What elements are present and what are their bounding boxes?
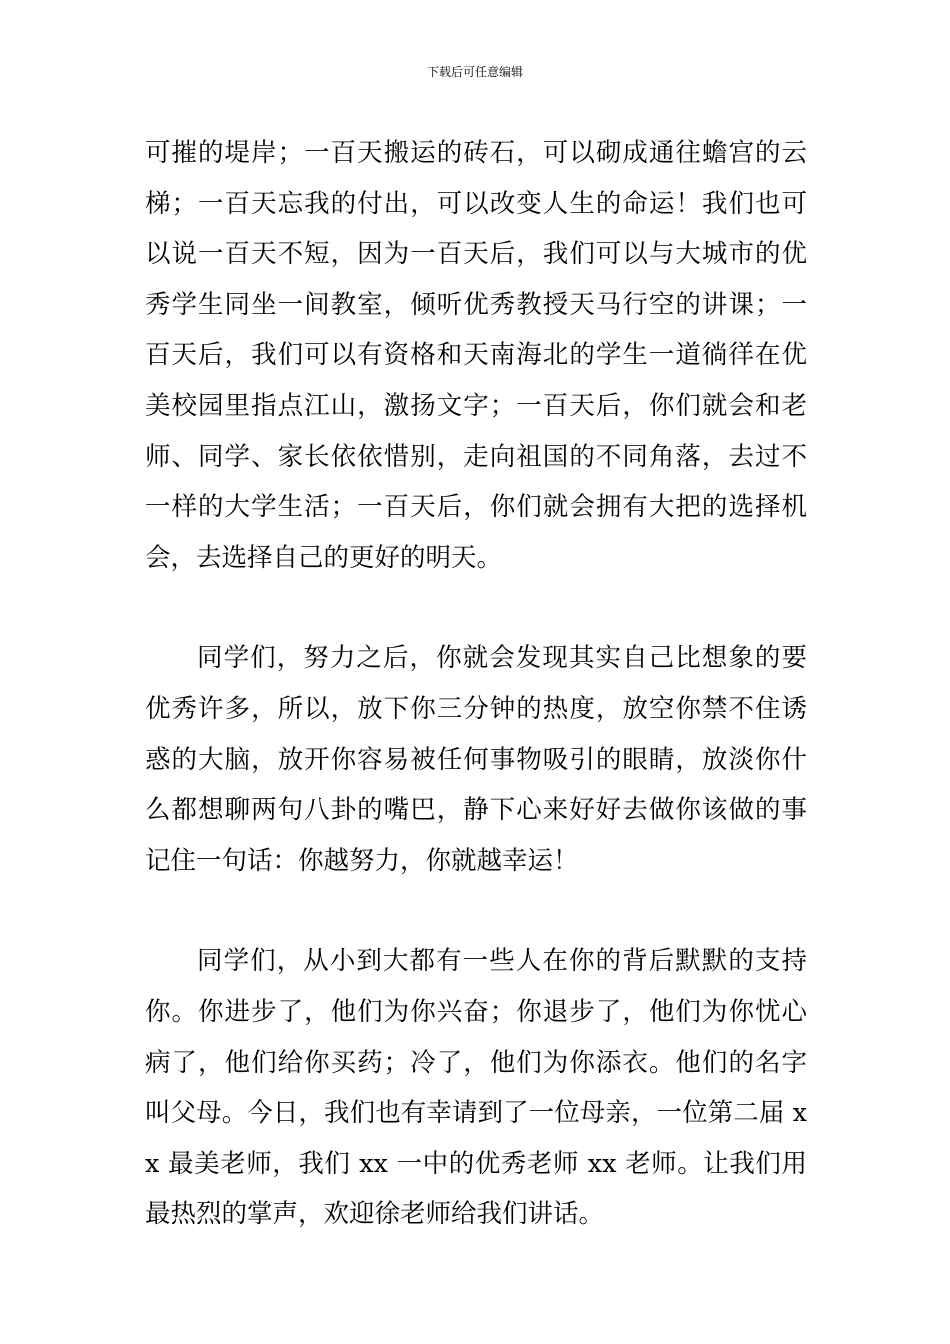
paragraph-effort: 同学们，努力之后，你就会发现其实自己比想象的要优秀许多，所以，放下你三分钟的热度，放空你禁不住诱惑的大脑，放开你容易被任何事物吸引的眼睛，放淡你什么都想聊两句八卦的嘴巴，静下心来好好去做你该做的事记住一句话：你越努力，你就越幸运！ — [145, 643, 807, 876]
document-body — [145, 128, 807, 1240]
paragraph-continuation: 可摧的堤岸；一百天搬运的砖石，可以砌成通往蟾宫的云梯；一百天忘我的付出，可以改变人生的命运！我们也可以说一百天不短，因为一百天后，我们可以与大城市的优秀学生同坐一间教室，倾听优秀教授天马行空的讲课；一百天后，我们可以有资格和天南海北的学生一道徜徉在优美校园里指点江山，激扬文字；一百天后，你们就会和老师、同学、家长依依惜别，走向祖国的不同角落，去过不一样的大学生活；一百天后，你们就会拥有大把的选择机会，去选择自己的更好的明天。 — [145, 138, 807, 573]
paragraph-parents: 同学们，从小到大都有一些人在你的背后默默的支持你。你进步了，他们为你兴奋；你退步了，他们为你忧心病了，他们给你买药；冷了，他们为你添衣。他们的名字叫父母。今日，我们也有幸请到了一位母亲，一位第二届 xx 最美老师，我们 xx 一中的优秀老师 xx 老师。让我们用最热烈的掌声，欢迎徐老师给我们讲话。 — [145, 946, 807, 1230]
page-header-note: 下载后可任意编辑 — [426, 65, 523, 79]
